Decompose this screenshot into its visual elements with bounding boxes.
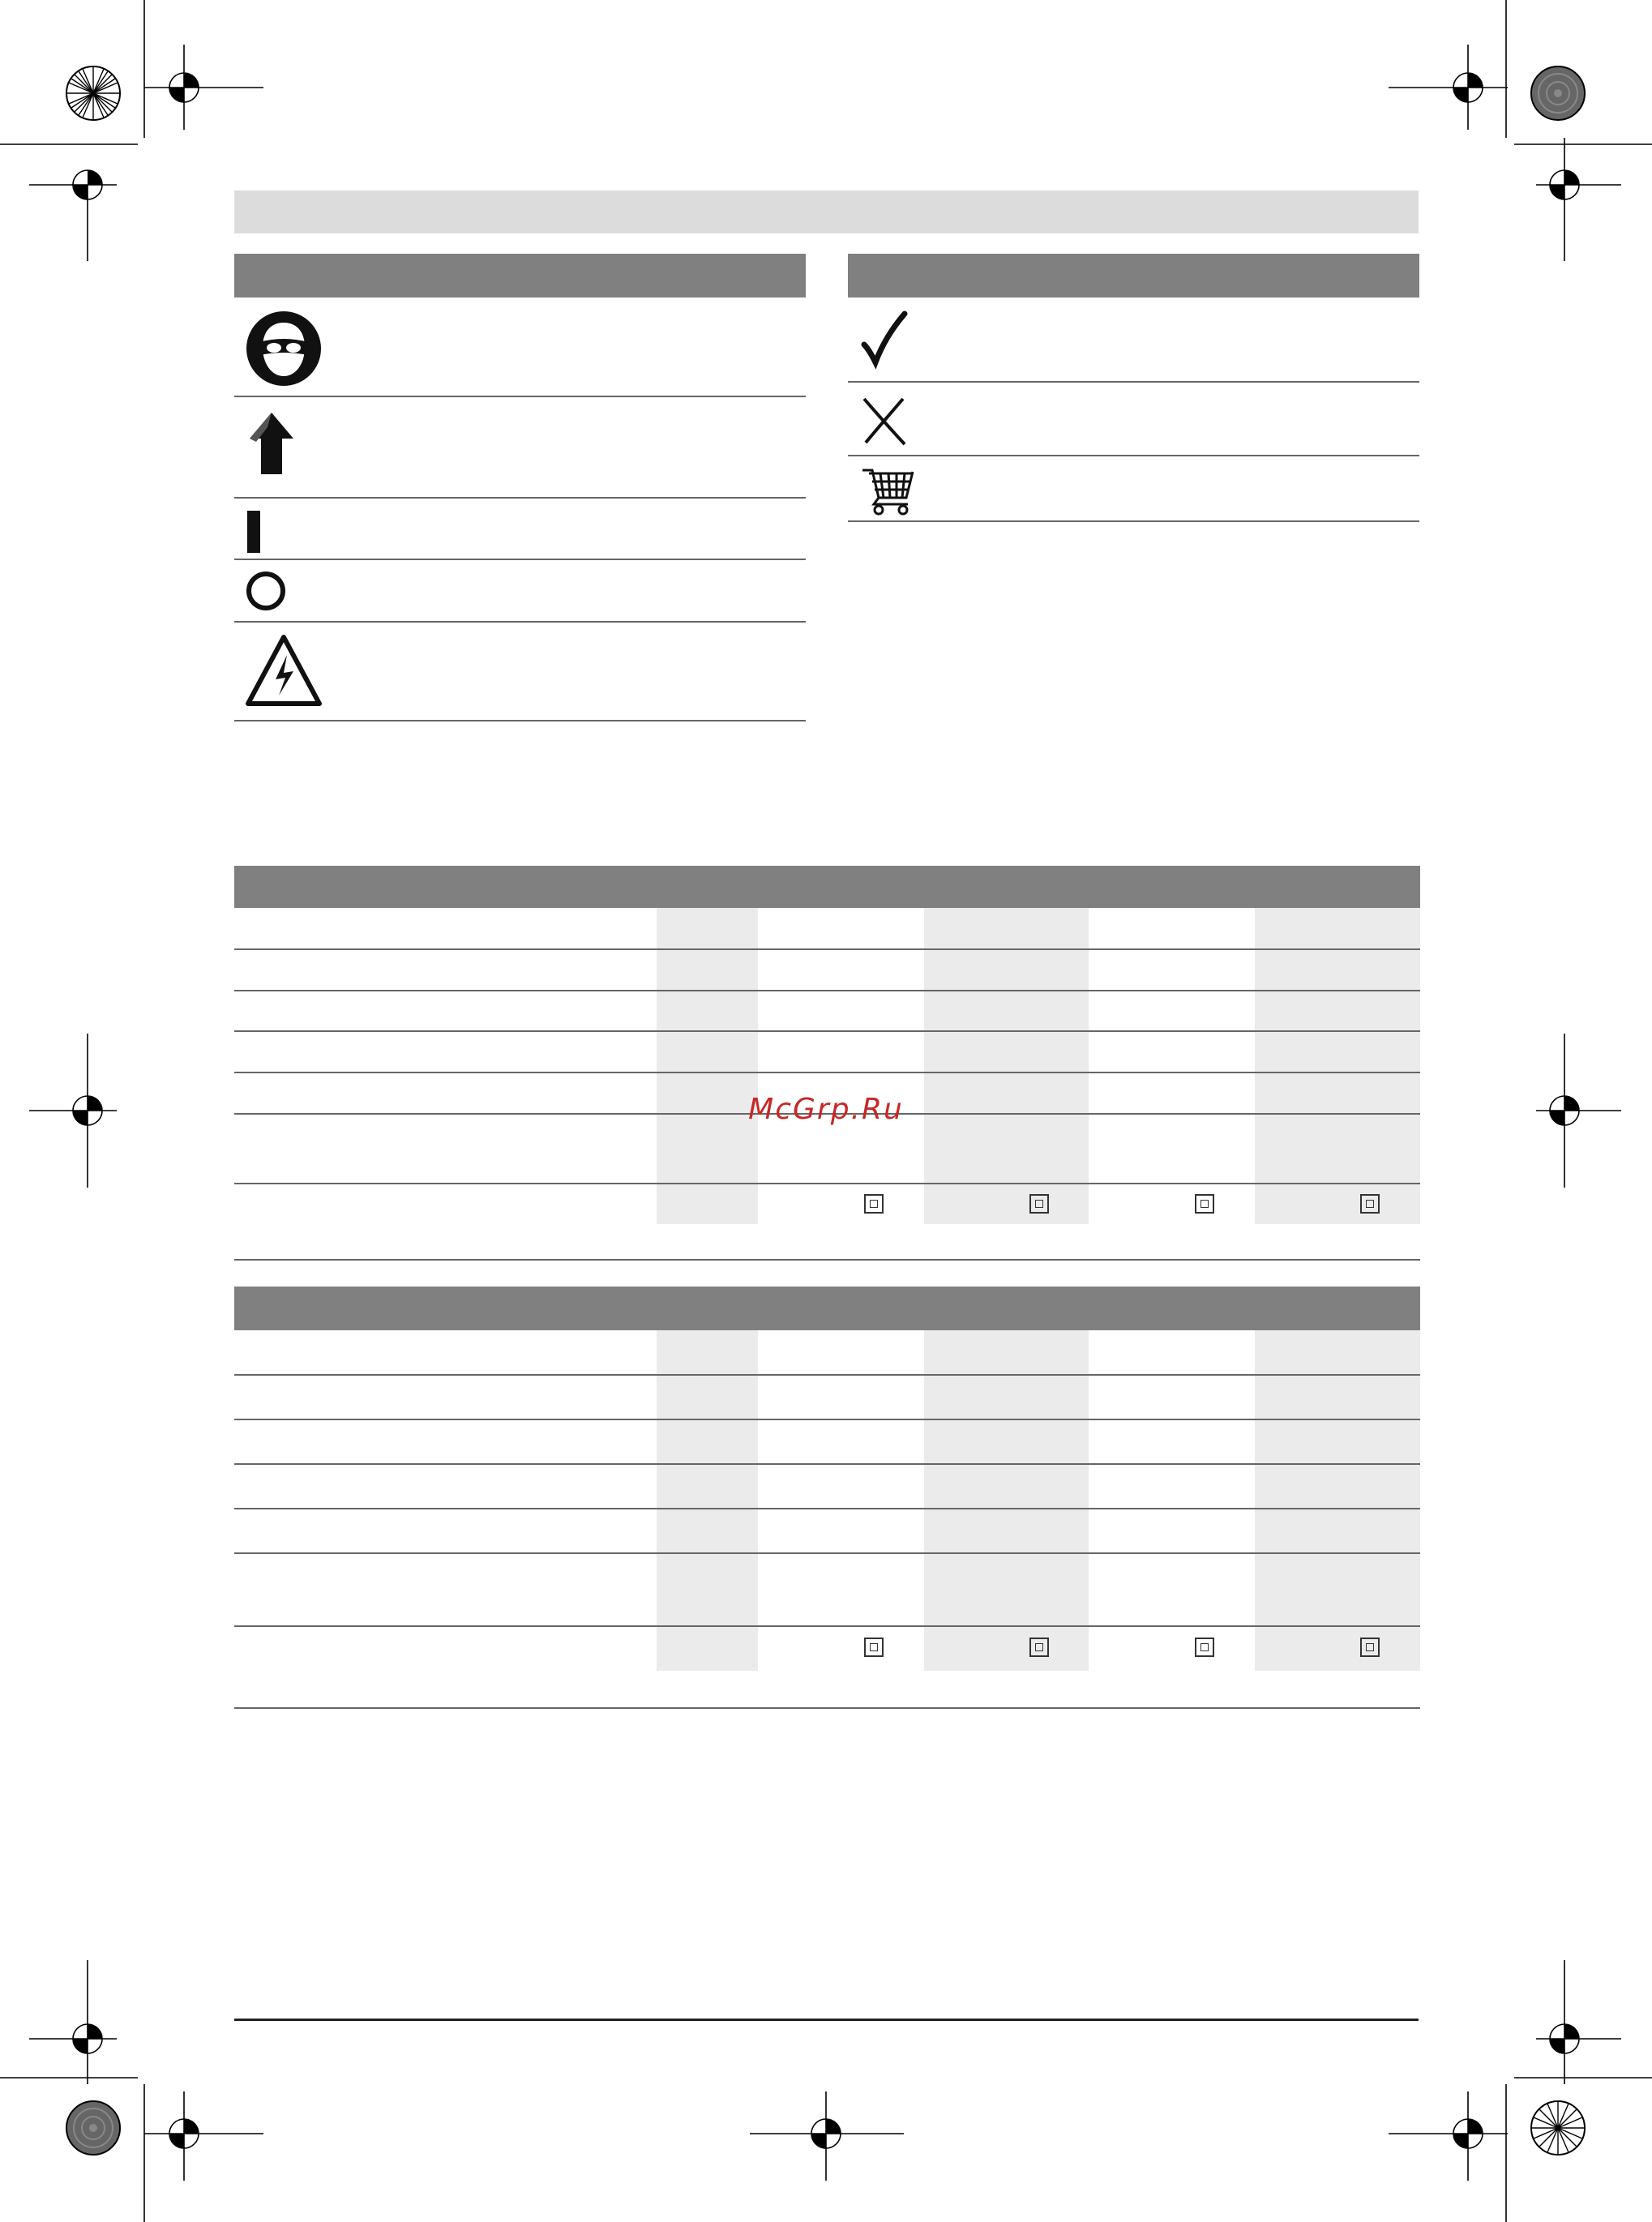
gray-wheel-icon — [66, 2101, 120, 2155]
table-2-checkbox[interactable] — [1029, 1638, 1049, 1657]
table-row — [234, 1463, 1420, 1465]
table-1-checkbox[interactable] — [864, 1194, 884, 1214]
row-divider — [234, 559, 806, 560]
top-header-band — [234, 191, 1419, 233]
on-switch-icon — [247, 511, 260, 553]
row-divider — [234, 497, 806, 499]
table-1-column-shade — [1255, 908, 1420, 1224]
table-row — [234, 1508, 1420, 1509]
table-row — [234, 1030, 1420, 1032]
table-1-column-shade — [657, 908, 758, 1224]
table-2-column-shade — [924, 1330, 1089, 1671]
table-2-bottom-rule — [234, 1707, 1420, 1709]
table-2-checkbox[interactable] — [864, 1638, 884, 1657]
table-row — [234, 1419, 1420, 1420]
safety-goggles-icon — [245, 310, 323, 387]
row-divider — [234, 720, 806, 721]
table-1-bottom-rule — [234, 1259, 1420, 1261]
shopping-cart-icon — [861, 467, 918, 516]
table-row — [234, 990, 1420, 991]
footer-rule — [234, 2019, 1419, 2021]
table-row — [234, 1625, 1420, 1627]
table-1-checkbox[interactable] — [1195, 1194, 1214, 1214]
table-row — [234, 1183, 1420, 1184]
table-row — [234, 948, 1420, 950]
gray-wheel-icon — [1531, 66, 1585, 120]
cross-icon — [861, 396, 909, 447]
table-1-checkbox[interactable] — [1029, 1194, 1049, 1214]
table-2-checkbox[interactable] — [1195, 1638, 1214, 1657]
table-row — [234, 1374, 1420, 1376]
row-divider — [234, 396, 806, 397]
table-1-column-shade — [924, 908, 1089, 1224]
symbols-left-header — [234, 254, 806, 298]
star-wheel-icon — [66, 66, 120, 120]
off-circle-icon — [246, 572, 285, 610]
row-divider — [848, 520, 1419, 522]
checkmark-icon — [861, 312, 909, 369]
table-row — [234, 1552, 1420, 1554]
star-wheel-icon — [1531, 2101, 1585, 2155]
registration-target-icon — [29, 170, 117, 261]
watermark-text: McGrp.Ru — [748, 1093, 904, 1126]
table-2-column-shade — [1255, 1330, 1420, 1671]
table-2-column-shade — [657, 1330, 758, 1671]
table-1-checkbox[interactable] — [1360, 1194, 1380, 1214]
up-arrow-icon — [243, 409, 300, 482]
row-divider — [848, 381, 1419, 383]
symbols-right-header — [848, 254, 1419, 298]
electric-hazard-icon — [245, 632, 323, 710]
table-2-checkbox[interactable] — [1360, 1638, 1380, 1657]
table-2-header — [234, 1287, 1420, 1330]
table-1-header — [234, 866, 1420, 908]
row-divider — [234, 621, 806, 623]
table-row — [234, 1072, 1420, 1073]
row-divider — [848, 455, 1419, 456]
